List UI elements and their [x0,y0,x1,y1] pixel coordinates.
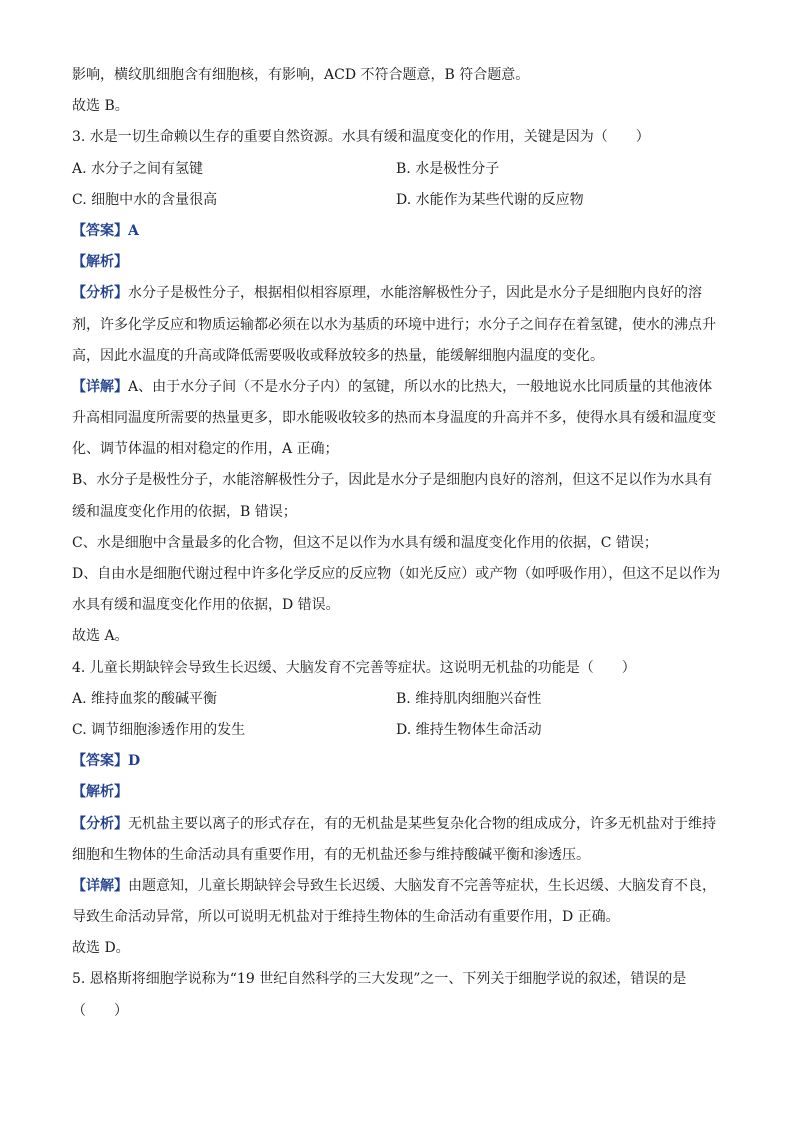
text-line: B、水分子是极性分子，水能溶解极性分子，因此是水分子是细胞内良好的溶剂，但这不足以作为水具有 [72,472,713,489]
answer-label: 【答案】A [72,222,139,239]
detail-paragraph [72,871,720,902]
text-line: D、自由水是细胞代谢过程中许多化学反应的反应物（如光反应）或产物（如呼吸作用），但这不足以作为 [72,566,721,582]
answer-conclusion: 故选 B。 [72,98,129,115]
detail-paragraph [72,372,720,403]
analysis-paragraph [72,809,720,840]
question-3-options-row-1 [72,154,720,185]
detail-tag: 【详解】 [72,378,128,395]
analysis-label: 【解析】 [72,784,128,801]
option-d: D. 水能作为某些代谢的反应物 [396,191,584,208]
option-d: D. 维持生物体生命活动 [396,721,542,738]
question-3-stem: 3. 水是一切生命赖以生存的重要自然资源。水具有缓和温度变化的作用，关键是因为（ ） [72,129,650,146]
option-b: B. 维持肌肉细胞兴奋性 [396,690,542,707]
analysis-tag: 【分析】 [72,285,128,302]
text-line: 无机盐主要以离子的形式存在，有的无机盐是某些复杂化合物的组成成分，许多无机盐对于维持 [128,815,716,832]
text-line: 由题意知，儿童长期缺锌会导致生长迟缓、大脑发育不完善等症状，生长迟缓、大脑发育不良， [128,877,716,894]
text-line: 升高相同温度所需要的热量更多，即水能吸收较多的热而本身温度的升高并不多，使得水具有缓和温度变 [72,410,716,427]
text-line: 水具有缓和温度变化作用的依据，D 错误。 [72,597,340,614]
text-line: 缓和温度变化作用的依据，B 错误； [72,503,297,520]
answer-label: 【答案】D [72,753,141,770]
detail-tag: 【详解】 [72,877,128,894]
answer-conclusion: 故选 D。 [72,940,130,957]
text-line: A、由于水分子间（不是水分子内）的氢键，所以水的比热大，一般地说水比同质量的其他液体 [128,378,713,395]
text-line: 剂，许多化学反应和物质运输都必须在以水为基质的环境中进行；水分子之间存在着氢键，使水的沸点升 [72,316,716,333]
text-line: 影响，横纹肌细胞含有细胞核，有影响，ACD 不符合题意，B 符合题意。 [72,67,530,83]
text-line: 水分子是极性分子，根据相似相容原理，水能溶解极性分子，因此是水分子是细胞内良好的溶 [128,285,702,302]
text-line: C、水是细胞中含量最多的化合物，但这不足以作为水具有缓和温度变化作用的依据，C 错误； [72,534,658,551]
analysis-label: 【解析】 [72,254,128,271]
question-4-options-row-2 [72,715,720,746]
option-b: B. 水是极性分子 [396,160,500,177]
option-a: A. 水分子之间有氢键 [72,160,204,177]
answer-blank: （ ） [72,1002,128,1019]
text-line: 高，因此水温度的升高或降低需要吸收或释放较多的热量，能缓解细胞内温度的变化。 [72,347,604,364]
question-4-stem: 4. 儿童长期缺锌会导致生长迟缓、大脑发育不完善等症状。这说明无机盐的功能是（ ） [72,659,636,676]
text-line: 化、调节体温的相对稳定的作用，A 正确； [72,441,339,458]
analysis-paragraph [72,278,720,309]
document-page [72,60,720,1027]
answer-conclusion: 故选 A。 [72,628,129,645]
option-c: C. 调节细胞渗透作用的发生 [72,721,246,738]
option-a: A. 维持血浆的酸碱平衡 [72,690,218,707]
text-line: 细胞和生物体的生命活动具有重要作用，有的无机盐还参与维持酸碱平衡和渗透压。 [72,846,590,863]
analysis-tag: 【分析】 [72,815,128,832]
question-4-options-row-1 [72,684,720,715]
question-3-options-row-2 [72,185,720,216]
text-line: 导致生命活动异常，所以可说明无机盐对于维持生物体的生命活动有重要作用，D 正确。 [72,909,620,926]
option-c: C. 细胞中水的含量很高 [72,191,218,208]
question-5-stem: 5. 恩格斯将细胞学说称为“19 世纪自然科学的三大发现”之一、下列关于细胞学说的叙述，错误的是 [72,971,687,988]
